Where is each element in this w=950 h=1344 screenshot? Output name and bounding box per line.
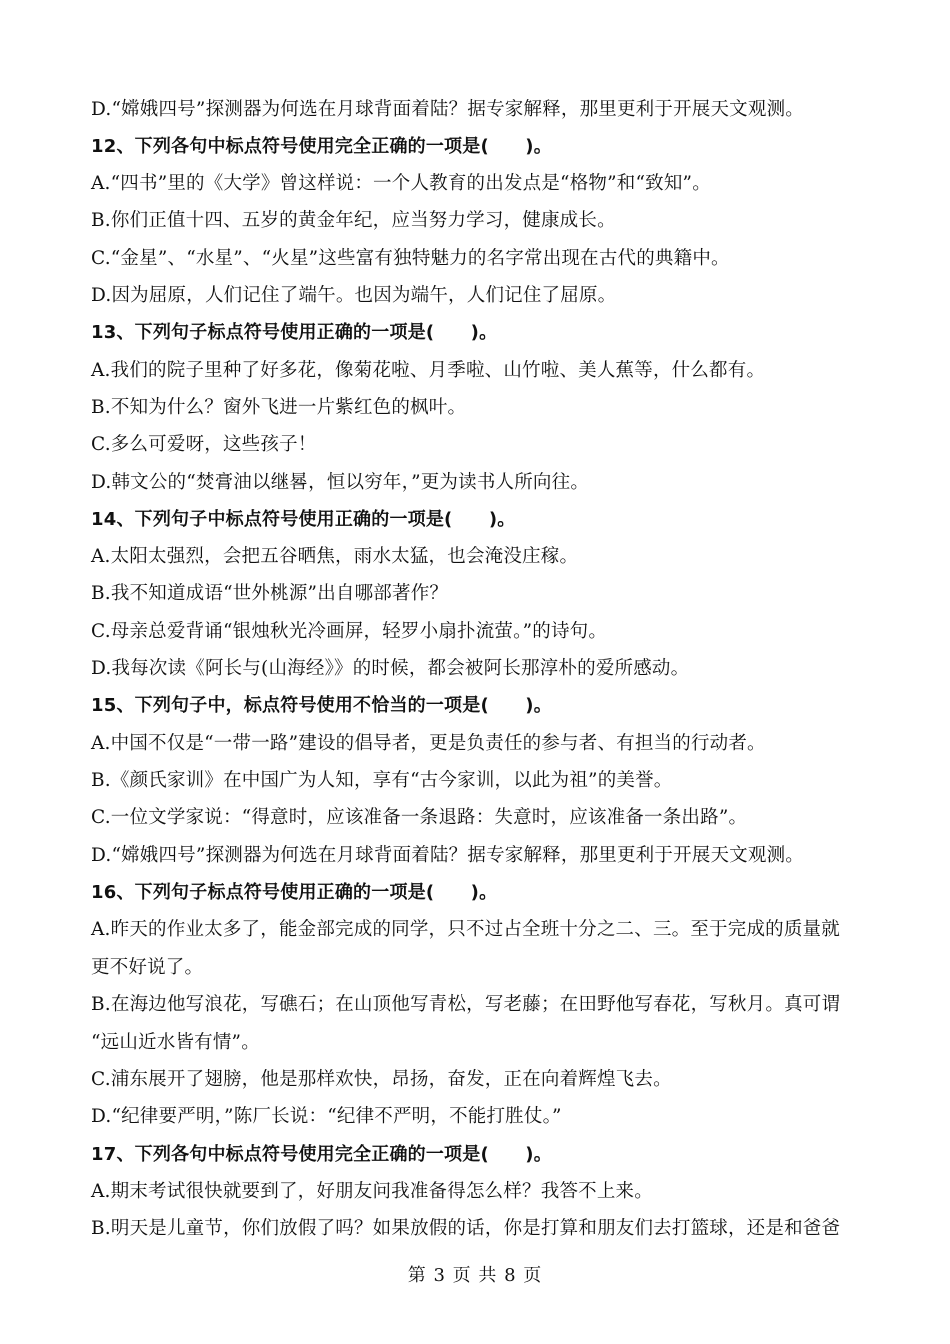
option-line: D.因为屈原，人们记住了端午。也因为端午，人们记住了屈原。 (91, 285, 617, 306)
option-line: A.太阳太强烈，会把五谷晒焦，雨水太猛，也会淹没庄稼。 (91, 546, 579, 567)
option-line: C.“金星”、“水星”、“火星”这些富有独特魅力的名字常出现在古代的典籍中。 (91, 248, 730, 269)
option-line: A.期末考试很快就要到了，好朋友问我准备得怎么样？我答不上来。 (91, 1181, 653, 1202)
question-heading: 15、下列句子中，标点符号使用不恰当的一项是( )。 (91, 695, 552, 716)
option-line: D.韩文公的“焚膏油以继晷，恒以穷年，”更为读书人所向往。 (91, 472, 590, 493)
option-line: C.母亲总爱背诵“银烛秋光冷画屏，轻罗小扇扑流萤。”的诗句。 (91, 621, 608, 642)
option-line: C.多么可爱呀，这些孩子！ (91, 434, 317, 455)
option-line: B.《颜氏家训》在中国广为人知，享有“古今家训，以此为祖”的美誉。 (91, 770, 673, 791)
question-heading: 12、下列各句中标点符号使用完全正确的一项是( )。 (91, 136, 552, 157)
option-line: B.你们正值十四、五岁的黄金年纪，应当努力学习，健康成长。 (91, 210, 616, 231)
option-line: B.明天是儿童节，你们放假了吗？如果放假的话，你是打算和朋友们去打篮球，还是和爸爸 (91, 1218, 841, 1239)
page-footer: 第 3 页 共 8 页 (407, 1265, 543, 1286)
option-line: C.一位文学家说：“得意时，应该准备一条退路：失意时，应该准备一条出路”。 (91, 807, 748, 828)
option-line: A.“四书”里的《大学》曾这样说：一个人教育的出发点是“格物”和“致知”。 (91, 173, 711, 194)
option-line: D.“嫦娥四号”探测器为何选在月球背面着陆？据专家解释，那里更利于开展天文观测。 (91, 99, 804, 120)
option-line: B.我不知道成语“世外桃源”出自哪部著作？ (91, 583, 449, 604)
option-line: D.“嫦娥四号”探测器为何选在月球背面着陆？据专家解释，那里更利于开展天文观测。 (91, 845, 804, 866)
option-line: 更不好说了。 (91, 957, 204, 978)
option-line: A.昨天的作业太多了，能金部完成的同学，只不过占全班十分之二、三。至于完成的质量就 (91, 919, 840, 940)
option-line: D.我每次读《阿长与(山海经》》的时候，都会被阿长那淳朴的爱所感动。 (91, 658, 690, 679)
option-line: A.中国不仅是“一带一路”建设的倡导者，更是负责任的参与者、有担当的行动者。 (91, 733, 766, 754)
option-line: C.浦东展开了翅膀，他是那样欢快，昂扬，奋发，正在向着辉煌飞去。 (91, 1069, 672, 1090)
option-line: “远山近水皆有情”。 (91, 1032, 260, 1053)
question-heading: 14、下列句子中标点符号使用正确的一项是( )。 (91, 509, 516, 530)
question-heading: 16、下列句子标点符号使用正确的一项是( )。 (91, 882, 498, 903)
question-heading: 17、下列各句中标点符号使用完全正确的一项是( )。 (91, 1144, 552, 1165)
option-line: B.在海边他写浪花，写礁石；在山顶他写青松，写老藤；在田野他写春花，写秋月。真可谓 (91, 994, 841, 1015)
option-line: B.不知为什么？窗外飞进一片紫红色的枫叶。 (91, 397, 467, 418)
question-heading: 13、下列句子标点符号使用正确的一项是( )。 (91, 322, 498, 343)
option-line: A.我们的院子里种了好多花，像菊花啦、月季啦、山竹啦、美人蕉等，什么都有。 (91, 360, 766, 381)
option-line: D.“纪律要严明，”陈厂长说：“纪律不严明，不能打胜仗。” (91, 1106, 562, 1127)
